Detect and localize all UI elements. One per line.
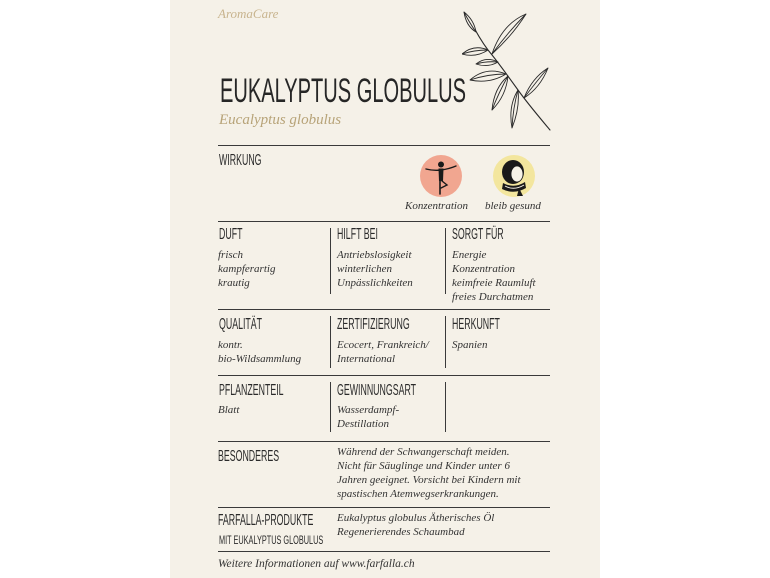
- sorgt-fuer-item: freies Durchatmen: [452, 291, 534, 303]
- hilft-bei-item: Antriebslosigkeit: [337, 249, 412, 261]
- eucalyptus-leaf: [476, 59, 498, 65]
- duft-item: krautig: [218, 277, 250, 289]
- divider: [218, 221, 550, 222]
- pflanzenteil-item: Blatt: [218, 404, 240, 416]
- besonderes-label: BESONDERES: [218, 448, 280, 465]
- balance-pose-icon: [419, 154, 463, 198]
- column-divider: [330, 228, 331, 294]
- sorgt-fuer-list: [452, 248, 536, 304]
- latin-name: Eucalyptus globulus: [219, 112, 342, 128]
- produkte-label: FARFALLA-PRODUKTE: [218, 512, 314, 529]
- herkunft-item: Spanien: [452, 339, 488, 351]
- brand-name: AromaCare: [218, 6, 279, 21]
- effect-label-konzentration: Konzentration: [405, 200, 468, 212]
- divider: [218, 145, 550, 146]
- divider: [218, 507, 550, 508]
- qualitaet-list: [218, 338, 301, 366]
- produkte-sublabel: MIT EUKALYPTUS GLOBULUS: [219, 533, 324, 547]
- zertifizierung-item: International: [337, 353, 396, 365]
- pflanzenteil-list: [218, 403, 239, 417]
- divider: [218, 309, 550, 310]
- duft-label: DUFT: [219, 226, 243, 243]
- produkte-item: Regenerierendes Schaumbad: [337, 526, 465, 538]
- eucalyptus-branch-icon: [462, 10, 554, 134]
- footer-info: Weitere Informationen auf www.farfalla.ch: [218, 558, 415, 570]
- product-info-card: [170, 0, 600, 578]
- duft-list: [218, 248, 275, 290]
- hilft-bei-item: Unpässlichkeiten: [337, 277, 413, 289]
- gewinnungsart-label: GEWINNUNGSART: [337, 382, 417, 399]
- scarf-person-icon: [492, 154, 536, 198]
- eucalyptus-leaf: [492, 14, 526, 54]
- besonderes-line: spastischen Atemwegserkrankungen.: [337, 488, 499, 500]
- sorgt-fuer-item: Energie: [452, 249, 487, 261]
- zertifizierung-list: [337, 338, 429, 366]
- zertifizierung-label: ZERTIFIZIERUNG: [337, 316, 410, 333]
- sorgt-fuer-item: keimfreie Raumluft: [452, 277, 536, 289]
- divider: [218, 441, 550, 442]
- eucalyptus-leaf: [462, 48, 488, 56]
- duft-item: kampferartig: [218, 263, 276, 275]
- eucalyptus-leaf: [524, 68, 548, 98]
- pflanzenteil-label: PFLANZENTEIL: [219, 382, 284, 399]
- besonderes-line: Jahren geeignet. Vorsicht bei Kindern mit: [337, 474, 521, 486]
- produkte-list: [337, 511, 494, 539]
- hilft-bei-label: HILFT BEI: [337, 226, 378, 243]
- qualitaet-item: bio-Wildsammlung: [218, 353, 302, 365]
- gewinnungsart-list: [337, 403, 399, 431]
- besonderes-line: Während der Schwangerschaft meiden.: [337, 446, 510, 458]
- page-title: EUKALYPTUS GLOBULUS: [220, 72, 467, 110]
- column-divider: [445, 228, 446, 294]
- divider: [218, 551, 550, 552]
- produkte-item: Eukalyptus globulus Ätherisches Öl: [337, 512, 495, 524]
- wirkung-label: WIRKUNG: [219, 152, 262, 169]
- column-divider: [330, 382, 331, 432]
- zertifizierung-item: Ecocert, Frankreich/: [337, 339, 429, 351]
- hilft-bei-list: [337, 248, 413, 290]
- divider: [218, 375, 550, 376]
- gewinnungsart-item: Wasserdampf-: [337, 404, 400, 416]
- effect-label-bleib-gesund: bleib gesund: [485, 200, 541, 212]
- eucalyptus-leaf: [470, 71, 506, 81]
- herkunft-label: HERKUNFT: [452, 316, 500, 333]
- eucalyptus-leaf: [464, 12, 476, 32]
- eucalyptus-leaf: [511, 90, 519, 128]
- column-divider: [445, 316, 446, 368]
- gewinnungsart-item: Destillation: [337, 418, 389, 430]
- eucalyptus-leaf: [492, 76, 508, 110]
- besonderes-text: [337, 445, 521, 501]
- column-divider: [445, 382, 446, 432]
- herkunft-list: [452, 338, 487, 352]
- qualitaet-label: QUALITÄT: [219, 316, 263, 333]
- sorgt-fuer-label: SORGT FÜR: [452, 226, 504, 243]
- sorgt-fuer-item: Konzentration: [452, 263, 515, 275]
- duft-item: frisch: [218, 249, 244, 261]
- column-divider: [330, 316, 331, 368]
- qualitaet-item: kontr.: [218, 339, 243, 351]
- hilft-bei-item: winterlichen: [337, 263, 392, 275]
- besonderes-line: Nicht für Säuglinge und Kinder unter 6: [337, 460, 510, 472]
